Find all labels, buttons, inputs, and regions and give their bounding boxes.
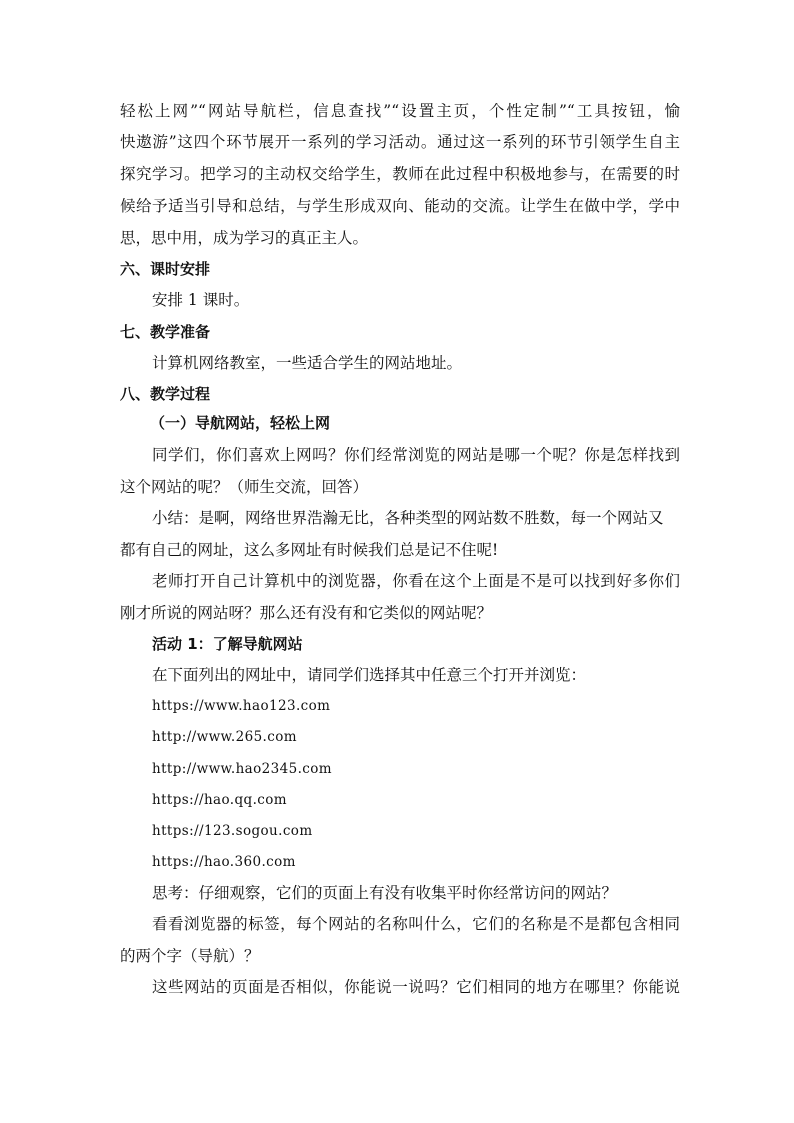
intro-line-4: 候给予适当引导和总结，与学生形成双向、能动的交流。让学生在做中学，学中 [120,197,680,215]
para1-line-2: 这个网站的呢？（师生交流，回答） [120,478,369,496]
intro-line-3: 探究学习。把学习的主动权交给学生，教师在此过程中积极地参与，在需要的时 [120,165,680,183]
para3-line-1: 看看浏览器的标签，每个网站的名称叫什么，它们的名称是不是都包含相同 [152,915,680,933]
section6-body: 安排 1 课时。 [152,291,250,309]
summary-text: ：是啊，网络世界浩瀚无比，各种类型的网站数不胜数，每一个网站又 [183,509,664,527]
para2-line-2: 刚才所说的网站呀？那么还有没有和它类似的网站呢？ [120,604,493,622]
activity1-intro: 在下面列出的网址中，请同学们选择其中任意三个打开并浏览： [152,666,587,684]
section7-body: 计算机网络教室，一些适合学生的网站地址。 [152,354,463,372]
summary-label: 小结 [152,509,184,527]
para4-line-1: 这些网站的页面是否相似，你能说一说吗？它们相同的地方在哪里？你能说 [152,978,680,996]
section6-heading: 六、课时安排 [120,260,211,278]
intro-line-1: 轻松上网”“网站导航栏，信息查找”“设置主页，个性定制”“工具按钮，愉 [120,102,680,120]
activity1-title: 活动 1：了解导航网站 [152,635,303,653]
section7-heading: 七、教学准备 [120,323,211,341]
url-item: https://www.hao123.com [152,698,331,714]
para1-line-1: 同学们，你们喜欢上网吗？你们经常浏览的网站是哪一个呢？你是怎样找到 [152,446,680,464]
url-item: http://www.265.com [152,729,297,745]
url-item: http://www.hao2345.com [152,761,332,777]
summary-line-1 [152,508,680,528]
think-question: 思考：仔细观察，它们的页面上有没有收集平时你经常访问的网站？ [152,884,618,902]
para3-line-2: 的两个字（导航）？ [120,947,260,965]
para2-line-1: 老师打开自己计算机中的浏览器，你看在这个上面是不是可以找到好多你们 [152,572,680,590]
url-item: https://hao.360.com [152,854,296,870]
url-item: https://hao.qq.com [152,792,287,808]
intro-line-5: 思，思中用，成为学习的真正主人。 [120,229,369,247]
intro-line-2: 快遨游”这四个环节展开一系列的学习活动。通过这一系列的环节引领学生自主 [120,133,680,151]
url-item: https://123.sogou.com [152,823,313,839]
section8-heading: 八、教学过程 [120,385,211,403]
part1-title: （一）导航网站，轻松上网 [150,414,331,432]
summary-line-2: 都有自己的网址，这么多网址有时候我们总是记不住呢! [120,541,499,559]
